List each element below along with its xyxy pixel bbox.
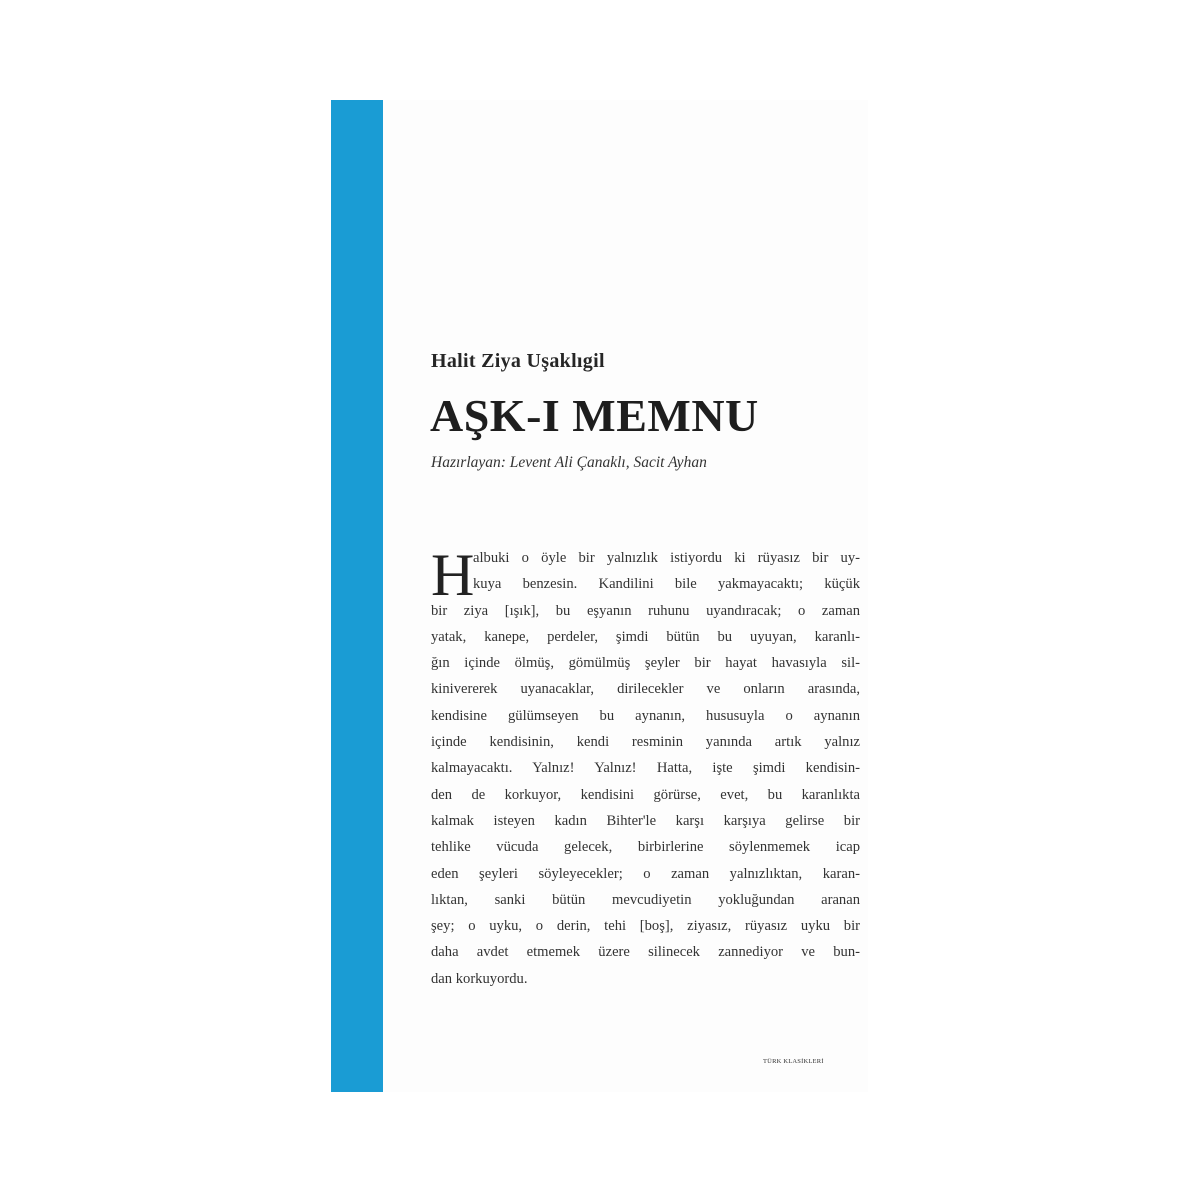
excerpt-line: kalmayacaktı. Yalnız! Yalnız! Hatta, işte şimdi kendisin- <box>431 760 860 777</box>
excerpt-line: içinde kendisinin, kendi resminin yanında artık yalnız <box>431 734 860 751</box>
editors-credit: Hazırlayan: Levent Ali Çanaklı, Sacit Ayhan <box>431 454 707 471</box>
excerpt-line: kalmak isteyen kadın Bihter'le karşı karşıya gelirse bir <box>431 812 860 829</box>
excerpt-line: tehlike vücuda gelecek, birbirlerine söylenmemek icap <box>431 839 860 856</box>
excerpt-line: lıktan, sanki bütün mevcudiyetin yokluğundan aranan <box>431 891 860 908</box>
excerpt-line: albuki o öyle bir yalnızlık istiyordu ki rüyasız bir uy- <box>473 550 860 566</box>
excerpt-line: yatak, kanepe, perdeler, şimdi bütün bu uyuyan, karanlı- <box>431 628 860 645</box>
author-name: Halit Ziya Uşaklıgil <box>431 350 605 372</box>
excerpt-text <box>431 542 860 992</box>
excerpt-line: eden şeyleri söyleyecekler; o zaman yalnızlıktan, karan- <box>431 865 860 882</box>
excerpt-line: dan korkuyordu. <box>431 970 528 987</box>
book-cover <box>331 100 868 1092</box>
excerpt-line: kuya benzesin. Kandilini bile yakmayacaktı; küçük <box>473 576 860 593</box>
cover-spine-band <box>331 100 383 1092</box>
series-label: TÜRK KLASİKLERİ <box>763 1058 824 1065</box>
excerpt-line: şey; o uyku, o derin, tehi [boş], ziyasız, rüyasız uyku bir <box>431 918 860 935</box>
excerpt-line: kendisine gülümseyen bu aynanın, hususuyla o aynanın <box>431 707 860 724</box>
excerpt-line: bir ziya [ışık], bu eşyanın ruhunu uyandıracak; o zaman <box>431 602 860 619</box>
excerpt-line: kinivererek uyanacaklar, dirilecekler ve onların arasında, <box>431 681 860 698</box>
excerpt-line: den de korkuyor, kendisini görürse, evet, bu karanlıkta <box>431 786 860 803</box>
excerpt-line: ğın içinde ölmüş, gömülmüş şeyler bir hayat havasıyla sil- <box>431 655 860 672</box>
excerpt-line: daha avdet etmemek üzere silinecek zannediyor ve bun- <box>431 944 860 961</box>
book-title: AŞK-I MEMNU <box>430 390 759 441</box>
drop-cap: H <box>431 542 475 608</box>
